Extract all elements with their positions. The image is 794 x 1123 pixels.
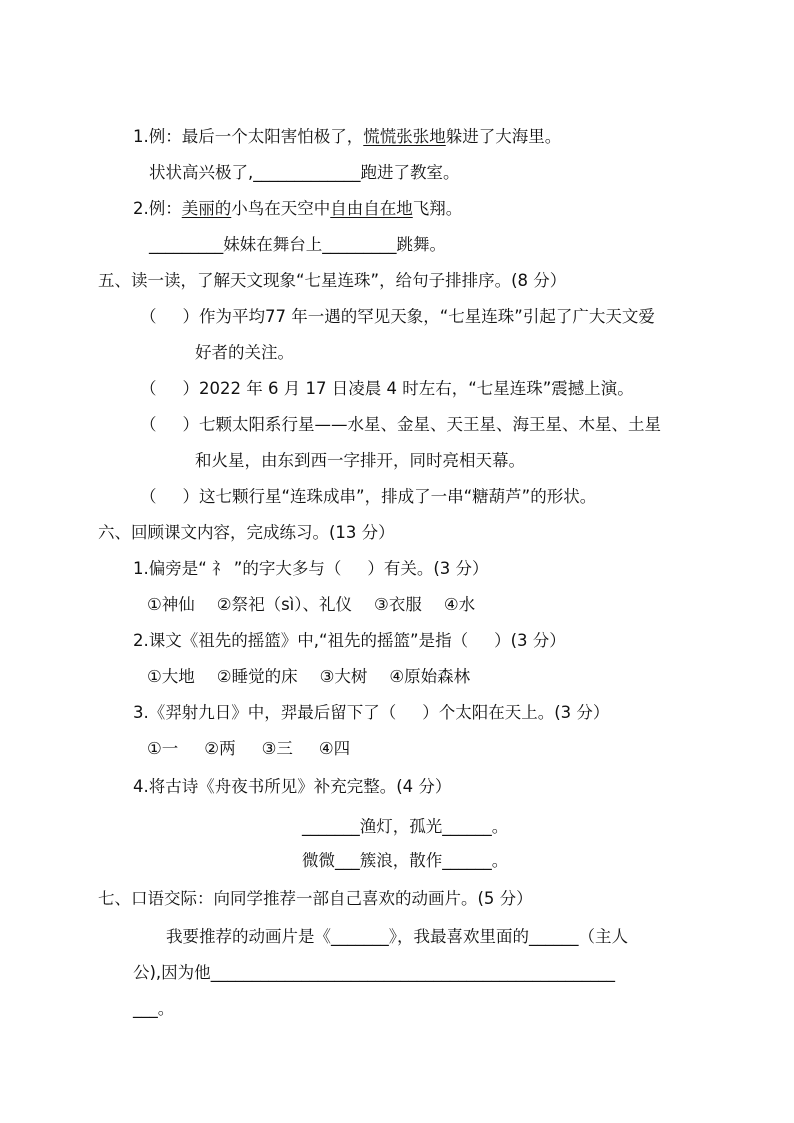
option[interactable]: ③三 bbox=[261, 739, 293, 758]
option[interactable]: ①大地 bbox=[147, 667, 195, 686]
paren-right: ） bbox=[182, 487, 199, 506]
question-text: 2.课文《祖先的摇篮》中,“祖先的摇篮”是指（ bbox=[133, 631, 469, 650]
answer-blank[interactable]: _______ bbox=[331, 927, 389, 946]
s5-item-4 bbox=[140, 486, 596, 508]
option[interactable]: ④水 bbox=[443, 595, 476, 614]
answer-blank[interactable]: ______ bbox=[442, 817, 492, 836]
s5-item-3 bbox=[140, 414, 661, 436]
poem-text: 微微 bbox=[302, 851, 335, 870]
q-number: 1.例： bbox=[133, 127, 182, 146]
poem-text: 。 bbox=[491, 851, 509, 870]
paren-left: （ bbox=[140, 415, 157, 434]
option[interactable]: ②两 bbox=[204, 739, 236, 758]
option[interactable]: ②祭祀（sì）、礼仪 bbox=[216, 595, 353, 614]
example-text: 最后一个太阳害怕极了， bbox=[181, 127, 364, 146]
question-text: 3.《羿射九日》中，羿最后留下了（ bbox=[133, 703, 397, 722]
s6-q1-options bbox=[147, 594, 475, 616]
prompt-text: 。 bbox=[157, 999, 175, 1018]
section-6-title: 六、回顾课文内容，完成练习。(13 分） bbox=[98, 523, 395, 542]
s6-q1 bbox=[133, 558, 489, 580]
question-text: ）有关。(3 分） bbox=[367, 559, 489, 578]
s5-item-2 bbox=[140, 378, 634, 400]
prompt-text: 公),因为他 bbox=[133, 963, 211, 982]
s5-item-3-cont: 和火星，由东到西一字排开，同时亮相天幕。 bbox=[195, 451, 525, 470]
answer-blank[interactable]: ___ bbox=[133, 999, 158, 1018]
item-text: 2022 年 6 月 17 日凌晨 4 时左右，“七星连珠”震撼上演。 bbox=[199, 379, 634, 398]
option[interactable]: ④原始森林 bbox=[389, 667, 471, 686]
paren-left: （ bbox=[140, 487, 157, 506]
section-7-title: 七、口语交际：向同学推荐一部自己喜欢的动画片。(5 分） bbox=[98, 889, 533, 908]
underlined-phrase: 慌慌张张地 bbox=[363, 127, 446, 146]
answer-blank[interactable]: ______ bbox=[529, 927, 579, 946]
prompt-text: （主人 bbox=[578, 927, 628, 946]
option[interactable]: ③衣服 bbox=[374, 595, 422, 614]
option[interactable]: ②睡觉的床 bbox=[216, 667, 298, 686]
paren-right: ） bbox=[182, 307, 199, 326]
answer-blank[interactable]: ______ bbox=[442, 851, 492, 870]
s5-item-1 bbox=[140, 306, 655, 328]
s4-q2-example bbox=[133, 198, 462, 220]
prompt-text: 》，我最喜欢里面的 bbox=[388, 927, 529, 946]
poem-text: 。 bbox=[491, 817, 509, 836]
option[interactable]: ③大树 bbox=[319, 667, 368, 686]
s6-q4-title: 4.将古诗《舟夜书所见》补充完整。(4 分） bbox=[133, 777, 452, 796]
section-5-title: 五、读一读，了解天文现象“七星连珠”，给句子排排序。(8 分） bbox=[98, 271, 567, 290]
poem-line-1 bbox=[302, 816, 508, 838]
option[interactable]: ④四 bbox=[318, 739, 351, 758]
prompt-text: 我要推荐的动画片是《 bbox=[166, 927, 331, 946]
underlined-phrase: 自由自在地 bbox=[330, 199, 413, 218]
task-text: 妹妹在舞台上 bbox=[223, 235, 323, 254]
poem-line-2 bbox=[302, 850, 508, 872]
task-text: 跑进了教室。 bbox=[360, 163, 460, 182]
option[interactable]: ①神仙 bbox=[147, 595, 195, 614]
paren-right: ） bbox=[182, 415, 199, 434]
paren-left: （ bbox=[140, 379, 157, 398]
task-text: 状状高兴极了, bbox=[149, 163, 254, 182]
q-number: 2.例： bbox=[133, 199, 182, 218]
example-text: 躲进了大海里。 bbox=[445, 127, 562, 146]
s4-q1-example bbox=[133, 126, 561, 148]
answer-blank[interactable]: ___ bbox=[335, 851, 360, 870]
underlined-phrase: 美丽的 bbox=[181, 199, 232, 218]
s6-q3 bbox=[133, 702, 609, 724]
s7-line-2 bbox=[133, 962, 615, 984]
question-text: 1.偏旁是“ 礻 ”的字大多与（ bbox=[133, 559, 342, 578]
answer-blank[interactable]: _________ bbox=[149, 235, 224, 254]
item-text: 这七颗行星“连珠成串”，排成了一串“糖葫芦”的形状。 bbox=[199, 487, 597, 506]
option[interactable]: ①一 bbox=[147, 739, 179, 758]
s4-q1-task bbox=[149, 162, 460, 184]
s6-q3-options bbox=[147, 738, 350, 760]
answer-blank[interactable]: _________________________________________________ bbox=[210, 963, 615, 982]
question-text: ）个太阳在天上。(3 分） bbox=[422, 703, 610, 722]
poem-text: 簇浪，散作 bbox=[359, 851, 443, 870]
example-text: 小鸟在天空中 bbox=[231, 199, 331, 218]
s7-line-3 bbox=[133, 998, 174, 1020]
question-text: ）(3 分） bbox=[494, 631, 566, 650]
paren-right: ） bbox=[182, 379, 199, 398]
answer-blank[interactable]: _______ bbox=[302, 817, 360, 836]
s7-line-1 bbox=[166, 926, 628, 948]
answer-blank[interactable]: _____________ bbox=[253, 163, 361, 182]
task-text: 跳舞。 bbox=[396, 235, 446, 254]
s6-q2 bbox=[133, 630, 566, 652]
paren-left: （ bbox=[140, 307, 157, 326]
poem-text: 渔灯，孤光 bbox=[359, 817, 443, 836]
s5-item-1-cont: 好者的关注。 bbox=[195, 343, 294, 362]
example-text: 飞翔。 bbox=[412, 199, 463, 218]
answer-blank[interactable]: _________ bbox=[322, 235, 397, 254]
item-text: 七颗太阳系行星——水星、金星、天王星、海王星、木星、土星 bbox=[199, 415, 661, 434]
s6-q2-options bbox=[147, 666, 470, 688]
s4-q2-task bbox=[149, 234, 446, 256]
item-text: 作为平均77 年一遇的罕见天象，“七星连珠”引起了广大天文爱 bbox=[199, 307, 655, 326]
